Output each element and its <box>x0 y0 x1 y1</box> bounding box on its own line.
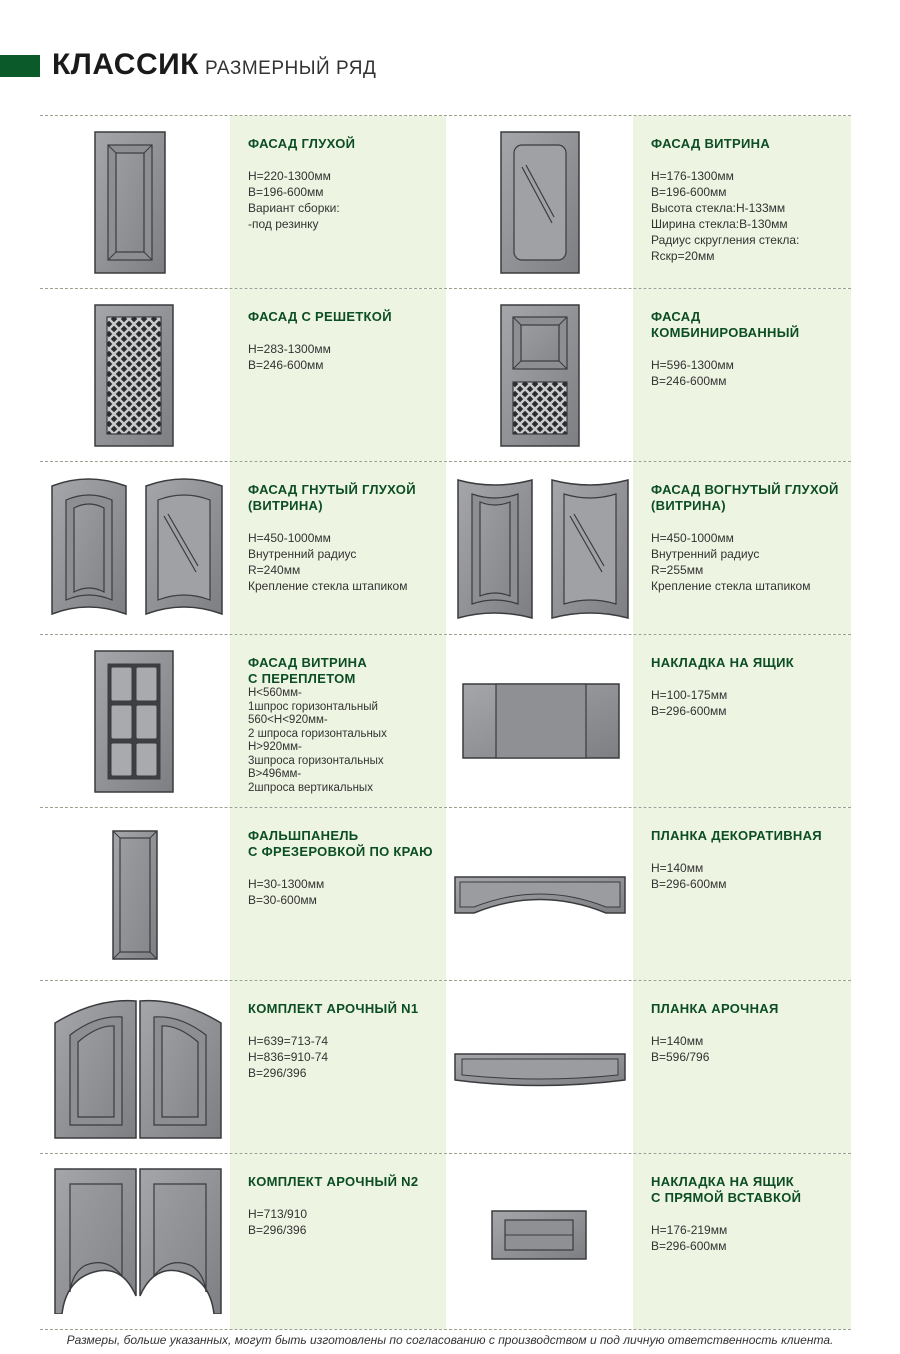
catalog-row <box>40 288 851 461</box>
item-fasad-vitrina <box>633 116 851 288</box>
item-spec: Н=639=713-74 Н=836=910-74 В=296/396 <box>248 1034 329 1080</box>
item-image-fasad-gnuty <box>40 462 230 634</box>
item-image-fasad-gluhoy <box>40 116 230 288</box>
item-planka-dekorativnaya <box>633 808 851 980</box>
item-title: ФАСАД ВИТРИНА <box>651 136 771 151</box>
item-spec: Н=220-1300мм В=196-600мм Вариант сборки: -под резинку <box>248 169 340 231</box>
item-spec: Н=596-1300мм В=246-600мм <box>651 358 734 388</box>
catalog-row <box>40 807 851 980</box>
page-subtitle: РАЗМЕРНЫЙ РЯД <box>204 58 377 79</box>
item-fasad-kombinirovanny <box>633 289 851 461</box>
item-title: ФАСАД С РЕШЕТКОЙ <box>248 309 392 324</box>
item-spec: Н=450-1000мм Внутренний радиус R=240мм Крепление стекла штапиком <box>248 531 408 593</box>
item-spec: Н=283-1300мм В=246-600мм <box>248 342 331 372</box>
item-spec: Н=713/910 В=296/396 <box>248 1207 308 1237</box>
item-image-fasad-pereplet <box>40 635 230 807</box>
item-image-nakladka-pryamaya-vstavka <box>446 1154 633 1329</box>
item-planka-arochnaya <box>633 981 851 1153</box>
item-komplekt-arochny-1 <box>230 981 446 1153</box>
catalog-row <box>40 461 851 634</box>
page-header <box>52 48 376 82</box>
item-title: НАКЛАДКА НА ЯЩИК С ПРЯМОЙ ВСТАВКОЙ <box>651 1174 802 1205</box>
item-komplekt-arochny-2 <box>230 1154 446 1329</box>
catalog-row <box>40 115 851 288</box>
item-fasad-reshetka <box>230 289 446 461</box>
catalog-row <box>40 980 851 1153</box>
item-title: НАКЛАДКА НА ЯЩИК <box>651 655 794 670</box>
item-title: ФАСАД ВИТРИНА С ПЕРЕПЛЕТОМ <box>248 655 368 686</box>
item-spec: Н=140мм В=296-600мм <box>651 861 727 891</box>
item-image-fasad-reshetka <box>40 289 230 461</box>
item-title: ФАЛЬШПАНЕЛЬ С ФРЕЗЕРОВКОЙ ПО КРАЮ <box>248 828 433 859</box>
item-title: ФАСАД ВОГНУТЫЙ ГЛУХОЙ (ВИТРИНА) <box>651 482 839 513</box>
item-title: ПЛАНКА ДЕКОРАТИВНАЯ <box>651 828 822 843</box>
item-fasad-pereplet <box>230 635 446 807</box>
item-spec: Н=176-1300мм В=196-600мм Высота стекла:Н-133мм Ширина стекла:В-130мм Радиус скругления стекла: Rскр=20мм <box>651 169 800 263</box>
header-accent-bar <box>0 55 40 77</box>
item-title: КОМПЛЕКТ АРОЧНЫЙ N1 <box>248 1001 419 1016</box>
item-title: ФАСАД ГНУТЫЙ ГЛУХОЙ (ВИТРИНА) <box>248 482 416 513</box>
item-fasad-vognuty <box>633 462 851 634</box>
item-title: ФАСАД ГЛУХОЙ <box>248 136 356 151</box>
item-nakladka-pryamaya-vstavka <box>633 1154 851 1329</box>
page-title: КЛАССИК <box>52 48 199 81</box>
item-spec: Н=450-1000мм Внутренний радиус R=255мм Крепление стекла штапиком <box>651 531 811 593</box>
item-image-nakladka-yaschik <box>446 635 633 807</box>
item-image-fasad-kombinirovanny <box>446 289 633 461</box>
item-title: ФАСАД КОМБИНИРОВАННЫЙ <box>651 309 800 340</box>
item-image-komplekt-arochny-1 <box>40 981 230 1153</box>
catalog-row <box>40 1153 851 1330</box>
item-title: ПЛАНКА АРОЧНАЯ <box>651 1001 779 1016</box>
item-spec: Н=176-219мм В=296-600мм <box>651 1223 728 1253</box>
item-fasad-gnuty <box>230 462 446 634</box>
item-image-planka-arochnaya <box>446 981 633 1153</box>
item-spec: Н=140мм В=596/796 <box>651 1034 710 1064</box>
catalog-grid <box>40 115 851 1330</box>
footer-note: Размеры, больше указанных, могут быть изготовлены по согласованию с производством и под личную ответственность клиента. <box>66 1333 834 1347</box>
catalog-row <box>40 634 851 807</box>
item-image-planka-dekorativnaya <box>446 808 633 980</box>
item-spec: Н=100-175мм В=296-600мм <box>651 688 728 718</box>
item-image-komplekt-arochny-2 <box>40 1154 230 1329</box>
item-title: КОМПЛЕКТ АРОЧНЫЙ N2 <box>248 1174 419 1189</box>
item-image-fasad-vognuty <box>446 462 633 634</box>
item-fasad-gluhoy <box>230 116 446 288</box>
item-falshpanel <box>230 808 446 980</box>
item-nakladka-yaschik <box>633 635 851 807</box>
item-spec: Н=30-1300мм В=30-600мм <box>248 877 325 907</box>
item-image-falshpanel <box>40 808 230 980</box>
item-spec: Н<560мм- 1шпрос горизонтальный 560<Н<920мм- 2 шпроса горизонтальных Н>920мм- 3шпроса горизонтальных В>496мм- 2шпроса вертикальных <box>248 687 387 794</box>
item-image-fasad-vitrina <box>446 116 633 288</box>
